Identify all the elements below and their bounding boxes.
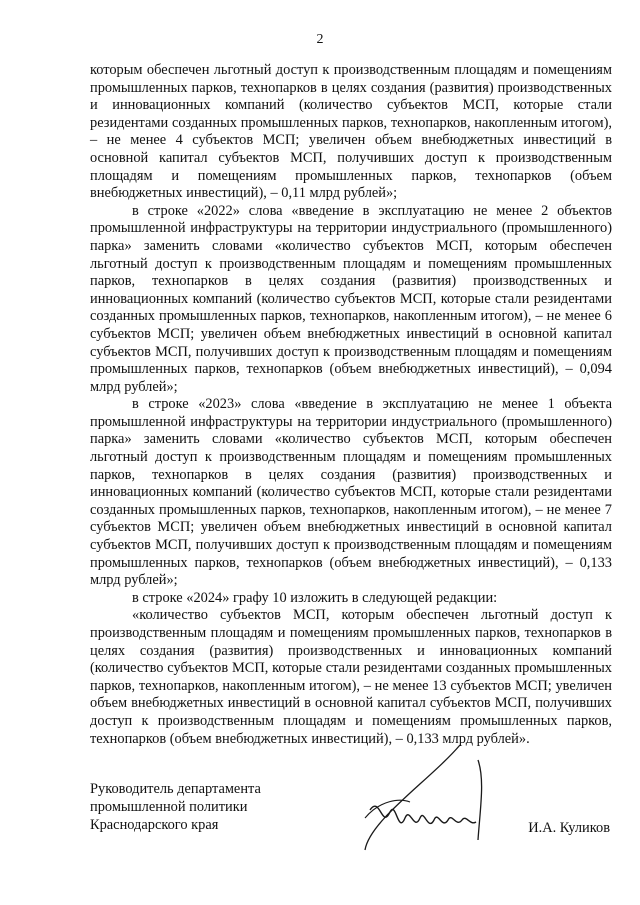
paragraph-2024-quote: «количество субъектов МСП, которым обеспечен льготный доступ к производственным площадям и помещениям промышленных парков, технопарков в целях создания (развития) производственных и инновационных компаний (количество субъектов МСП, которые стали резидентами созданных промышленных парков, технопарков, накопленным итогом), – не менее 13 субъектов МСП; увеличен объем внебюджетных инвестиций в основной капитал субъектов МСП, получивших доступ к производственным площадям и помещениям промышленных парков, технопарков (объем внебюджетных инвестиций), – 0,133 млрд рублей». [90, 607, 612, 747]
paragraph-2023: в строке «2023» слова «введение в эксплуатацию не менее 1 объекта промышленной инфраструктуры на территории индустриального (промышленного) парка» заменить словами «количество субъектов МСП, которым обеспечен льготный доступ к производственным площадям и помещениям промышленных парков, технопарков в целях создания (развития) производственных и инновационных компаний (количество субъектов МСП, которые стали резидентами созданных промышленных парков, технопарков, накопленным итогом), – не менее 7 субъектов МСП; увеличен объем внебюджетных инвестиций в основной капитал субъектов МСП, получивших доступ к производственным площадям и помещениям промышленных парков, технопарков (объем внебюджетных инвестиций), – 0,133 млрд рублей»; [90, 396, 612, 589]
signatory-title-line: промышленной политики [90, 799, 248, 815]
page-number: 2 [316, 32, 324, 47]
signatory-title-line: Краснодарского края [90, 817, 219, 833]
signatory-name: И.А. Куликов [528, 820, 610, 836]
signatory-title-line: Руководитель департамента [90, 781, 261, 797]
paragraph-continuation: которым обеспечен льготный доступ к производственным площадям и помещениям промышленных парков, технопарков в целях создания (развития) производственных и инновационных компаний (количество субъектов МСП, которые стали резидентами созданных промышленных парков, технопарков, накопленным итогом), – не менее 4 субъектов МСП; увеличен объем внебюджетных инвестиций в основной капитал субъектов МСП, получивших доступ к производственным площадям и помещениям промышленных парков, технопарков (объем внебюджетных инвестиций), – 0,11 млрд рублей»; [90, 62, 612, 202]
paragraph-2022: в строке «2022» слова «введение в эксплуатацию не менее 2 объектов промышленной инфраструктуры на территории индустриального (промышленного) парка» заменить словами «количество субъектов МСП, которым обеспечен льготный доступ к производственным площадям и помещениям промышленных парков, технопарков в целях создания (развития) производственных и инновационных компаний (количество субъектов МСП, которые стали резидентами созданных промышленных парков, технопарков, накопленным итогом), – не менее 6 субъектов МСП; увеличен объем внебюджетных инвестиций в основной капитал субъектов МСП, получивших доступ к производственным площадям и помещениям промышленных парков, технопарков (объем внебюджетных инвестиций), – 0,094 млрд рублей»; [90, 202, 612, 395]
signature-block [90, 780, 612, 860]
handwritten-signature [310, 740, 510, 860]
paragraph-2024-intro: в строке «2024» графу 10 изложить в следующей редакции: [132, 589, 498, 606]
signatory-title [90, 780, 261, 834]
document-body [90, 62, 612, 748]
